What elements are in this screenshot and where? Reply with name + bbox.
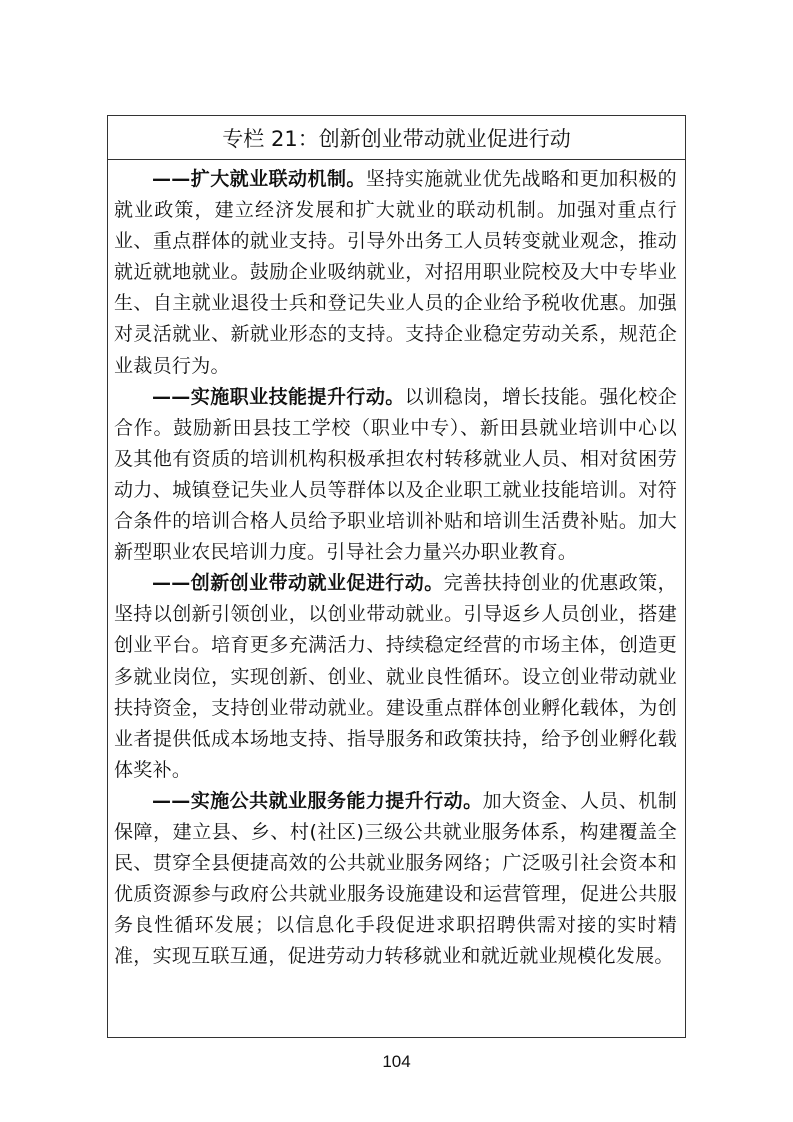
paragraph-body: 加大资金、人员、机制保障，建立县、乡、村(社区)三级公共就业服务体系，构建覆盖全民、贯穿全县便捷高效的公共就业服务网络；广泛吸引社会资本和优质资源参与政府公共就业服务设施建设和运营管理，促进公共服务良性循环发展；以信息化手段促进求职招聘供需对接的实时精准，实现互联互通，促进劳动力转移就业和就近就业规模化发展。 (114, 789, 677, 968)
paragraph-lead: ——实施公共就业服务能力提升行动。 (152, 789, 483, 812)
paragraph-lead: ——实施职业技能提升行动。 (152, 385, 405, 408)
paragraph-body: 坚持实施就业优先战略和更加积极的就业政策，建立经济发展和扩大就业的联动机制。加强对重点行业、重点群体的就业支持。引导外出务工人员转变就业观念，推动就近就地就业。鼓励企业吸纳就业，对招用职业院校及大中专毕业生、自主就业退役士兵和登记失业人员的企业给予税收优惠。加强对灵活就业、新就业形态的支持。支持企业稳定劳动关系，规范企业裁员行为。 (114, 168, 677, 377)
paragraph-body: 完善扶持创业的优惠政策，坚持以创新引领创业，以创业带动就业。引导返乡人员创业，搭建创业平台。培育更多充满活力、持续稳定经营的市场主体，创造更多就业岗位，实现创新、创业、就业良性循环。设立创业带动就业扶持资金，支持创业带动就业。建设重点群体创业孵化载体，为创业者提供低成本场地支持、指导服务和政策扶持，给予创业孵化载体奖补。 (114, 572, 677, 781)
paragraph-lead: ——创新创业带动就业促进行动。 (152, 572, 444, 595)
paragraph-employment-linkage (114, 164, 677, 382)
page-number: 104 (382, 1052, 411, 1071)
feature-box (107, 115, 686, 1038)
box-title: 专栏 21：创新创业带动就业促进行动 (108, 116, 685, 160)
paragraph-skills-upgrade (114, 382, 677, 569)
paragraph-public-service (114, 786, 677, 973)
paragraph-entrepreneurship (114, 568, 677, 786)
paragraph-body: 以训稳岗，增长技能。强化校企合作。鼓励新田县技工学校（职业中专）、新田县就业培训中心以及其他有资质的培训机构积极承担农村转移就业人员、相对贫困劳动力、城镇登记失业人员等群体以及企业职工就业技能培训。对符合条件的培训合格人员给予职业培训补贴和培训生活费补贴。加大新型职业农民培训力度。引导社会力量兴办职业教育。 (114, 385, 678, 564)
paragraph-lead: ——扩大就业联动机制。 (152, 168, 366, 190)
box-content (108, 160, 685, 972)
